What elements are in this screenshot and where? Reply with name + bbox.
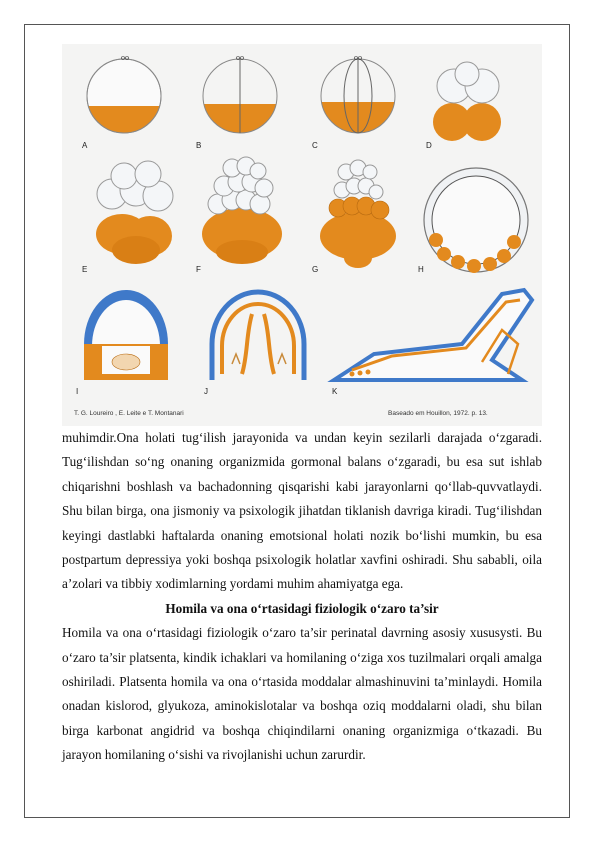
stage-i <box>84 290 168 380</box>
stage-d <box>433 62 501 141</box>
stage-e <box>96 161 173 264</box>
stage-a <box>82 53 172 146</box>
panel-label-e: E <box>82 265 88 274</box>
panel-label-a: A <box>82 141 88 150</box>
panel-label-h: H <box>418 265 424 274</box>
panel-label-i: I <box>76 387 79 396</box>
figure-credit-left: T. G. Loureiro , E. Leite e T. Montanari <box>74 410 184 417</box>
body-text <box>62 426 542 768</box>
panel-label-f: F <box>196 265 201 274</box>
stage-b <box>198 53 288 144</box>
stage-c <box>316 53 406 142</box>
stage-j <box>212 292 304 380</box>
svg-text:oo: oo <box>354 53 362 62</box>
embryo-stages-illustration <box>62 44 542 426</box>
paragraph-postpartum: muhimdir.Ona holati tug‘ilish jarayonida va undan keyin sezilarli darajada o‘zgaradi. Tug‘ilishdan so‘ng onaning organizmida gormonal balans o‘zgaradi, bu esa sut ishlab chiqarishni boshlash va bachadonning qisqarishi kabi jarayonlarni qo‘llab-quvvatlaydi. Shu bilan birga, ona jismoniy va psixologik jihatdan tiklanish davriga kiradi. Tug‘ilishdan keyingi dastlabki haftalarda onaning emotsional holati nozik bo‘lishi mumkin, bu esa postpartum depressiya yoki boshqa psixologik holatlar xavfini oshiradi. Shu sababli, oila a’zolari va tibbiy xodimlarning yordami muhim ahamiyatga ega. <box>62 430 542 592</box>
panel-label-j: J <box>204 387 208 396</box>
figure-credit-right: Baseado em Houillon, 1972. p. 13. <box>388 410 488 417</box>
stage-f <box>202 157 282 264</box>
stage-g <box>320 160 396 268</box>
panel-label-g: G <box>312 265 319 274</box>
embryo-development-figure <box>62 44 542 426</box>
paragraph-interaction: Homila va ona o‘rtasidagi fiziologik o‘zaro ta’sir perinatal davrning asosiy xususysti. Bu o‘zaro ta’sir platsenta, kindik ichaklari va homilaning o‘ziga xos tuzilmalari orqali amalga oshiriladi. Platsenta homila va ona o‘rtasida moddalar almashinuvini ta’minlaydi. Homila onadan kislorod, glyukoza, aminokislotalar va boshqa oziq moddalarni oladi, shu bilan birga karbonat angidrid va boshqa chiqindilarni onaning organizmiga o‘tkazadi. Bu jarayon homilaning o‘sishi va rivojlanishi uchun zarurdir. <box>62 625 542 763</box>
panel-label-k: K <box>332 387 338 396</box>
section-heading: Homila va ona o‘rtasidagi fiziologik o‘zaro ta’sir <box>165 600 439 616</box>
stage-h <box>424 168 528 273</box>
svg-text:oo: oo <box>121 53 129 62</box>
stage-k <box>334 290 532 380</box>
panel-label-c: C <box>312 141 318 150</box>
panel-label-d: D <box>426 141 432 150</box>
panel-label-b: B <box>196 141 202 150</box>
svg-text:oo: oo <box>236 53 244 62</box>
